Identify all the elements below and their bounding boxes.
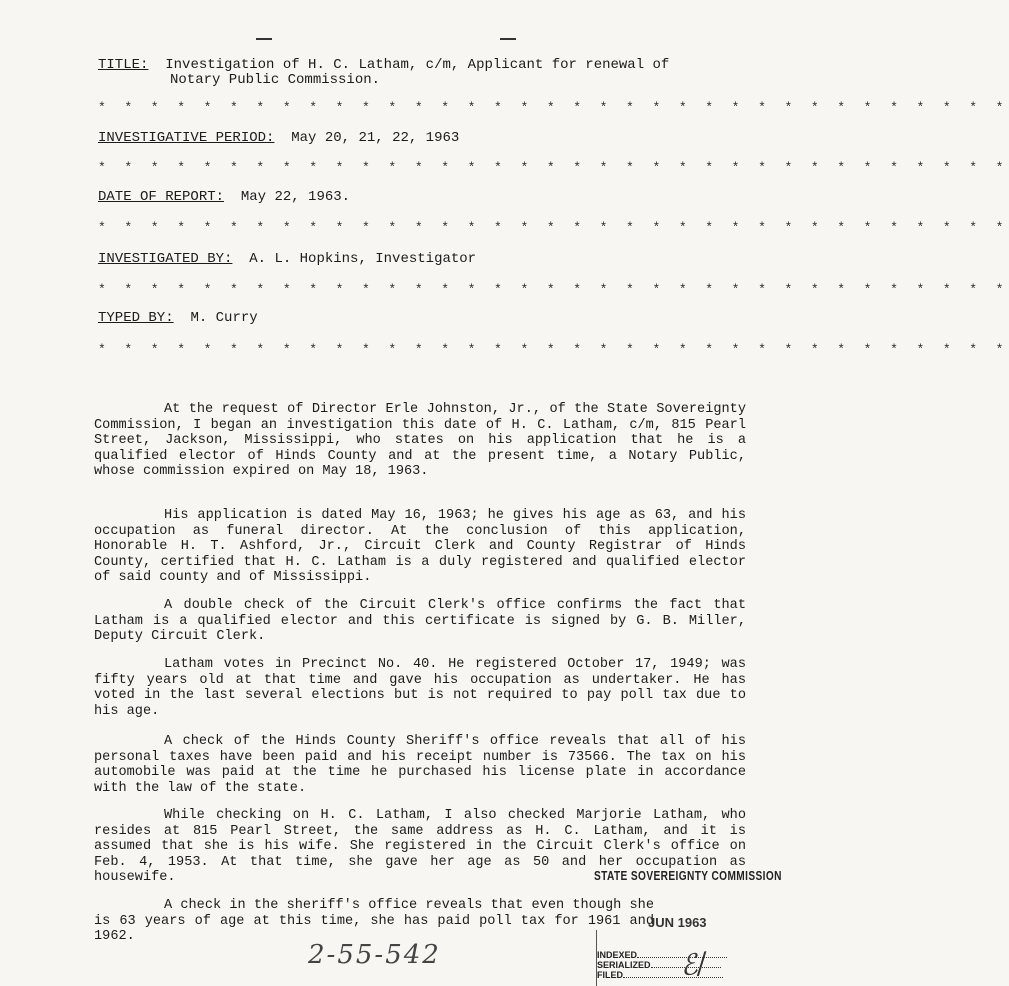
commission-stamp: STATE SOVEREIGNTY COMMISSION [594,868,782,883]
typist-value: M. Curry [190,310,258,326]
report-date-value: May 22, 1963. [240,189,351,205]
investigator-label: INVESTIGATED BY: [98,251,233,267]
report-date-label: DATE OF REPORT: [98,189,225,205]
margin-mark [500,38,516,40]
separator: * * * * * * * * * * * * * * * * * * * * * * * * * * * * * * * * * * * [98,100,1009,115]
indexed-label: INDEXED [597,950,638,960]
paragraph-2: His application is dated May 16, 1963; he gives his age as 63, and his occupation as funeral director. At the conclusion of this application, Honorable H. T. Ashford, Jr., Circuit Clerk and County Registrar of Hinds County, certified that H. C. Latham is a duly registered and qualified elector of said county and of Mississippi. [94,508,746,585]
margin-mark [256,38,272,40]
paragraph-4: Latham votes in Precinct No. 40. He registered October 17, 1949; was fifty years old at that time and gave his occupation as undertaker. He has voted in the last several elections but is not required to pay poll tax due to his age. [94,657,746,719]
typist-label: TYPED BY: [98,310,174,326]
title-line-1: Investigation of H. C. Latham, c/m, Applicant for renewal of [165,57,670,73]
separator: * * * * * * * * * * * * * * * * * * * * * * * * * * * * * * * * * * * [98,220,1009,235]
paragraph-7: A check in the sheriff's office reveals that even though she is 63 years of age at this time, she has paid poll tax for 1961 and 1962. [94,898,654,944]
title-label: TITLE: [98,57,149,73]
paragraph-3: A double check of the Circuit Clerk's office confirms the fact that Latham is a qualified elector and this certificate is signed by G. B. Miller, Deputy Circuit Clerk. [94,598,746,644]
serialized-label: SERIALIZED [597,960,651,970]
paragraph-1: At the request of Director Erle Johnston, Jr., of the State Sovereignty Commission, I began an investigation this date of H. C. Latham, c/m, 815 Pearl Street, Jackson, Mississippi, who states on his application that he is a qualified elector of Hinds County and at the present time, a Notary Public, whose commission expired on May 18, 1963. [94,402,746,479]
handwritten-initials: ℰ/ [677,945,710,984]
title-field [98,58,669,73]
filed-label: FILED [597,970,623,980]
paragraph-6: While checking on H. C. Latham, I also checked Marjorie Latham, who resides at 815 Pearl Street, the same address as H. C. Latham, and it is assumed that she is his wife. She registered in the Circuit Clerk's office on Feb. 4, 1953. At that time, she gave her age as 50 and her occupation as housewife. [94,808,746,885]
title-line-2: Notary Public Commission. [170,72,381,88]
paragraph-5: A check of the Hinds County Sheriff's office reveals that all of his personal taxes have been paid and his receipt number is 73566. The tax on his automobile was paid at the time he purchased his license plate in accordance with the law of the state. [94,734,746,796]
typist-field [98,311,258,326]
investigator-field [98,252,476,267]
separator: * * * * * * * * * * * * * * * * * * * * * * * * * * * * * * * * * * * [98,282,1009,297]
report-date-field [98,190,350,205]
document-number: 2-55-542 [308,940,441,970]
period-value: May 20, 21, 22, 1963 [291,130,460,146]
separator: * * * * * * * * * * * * * * * * * * * * * * * * * * * * * * * * * * * [98,342,1009,357]
period-field [98,131,459,146]
separator: * * * * * * * * * * * * * * * * * * * * * * * * * * * * * * * * * * * [98,160,1009,175]
period-label: INVESTIGATIVE PERIOD: [98,130,275,146]
investigator-value: A. L. Hopkins, Investigator [249,251,477,267]
stamp-date: JUN 1963 [648,915,707,930]
